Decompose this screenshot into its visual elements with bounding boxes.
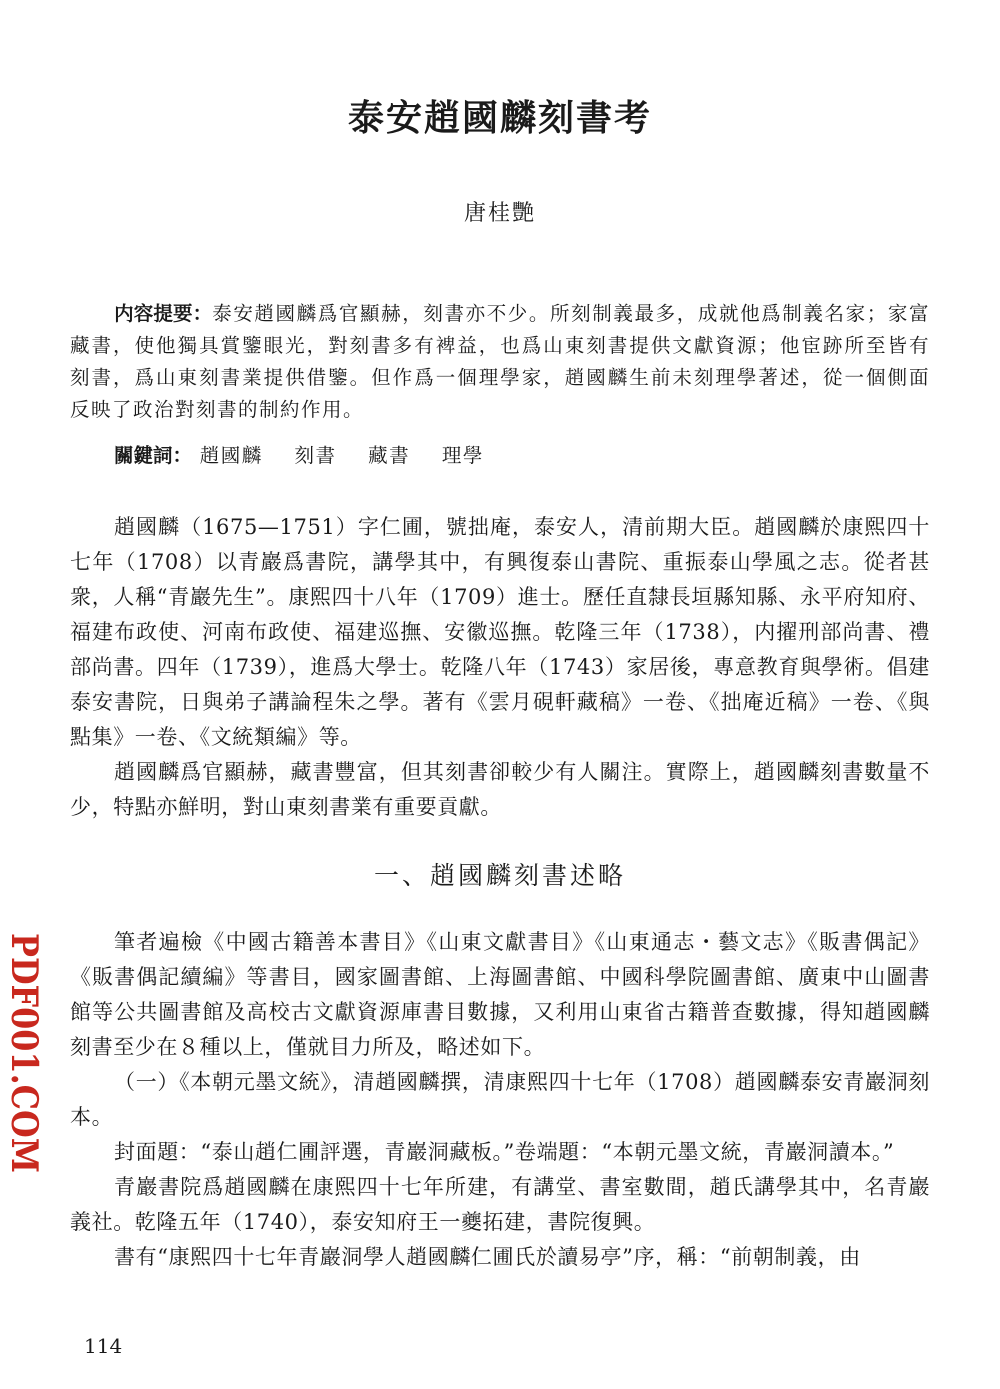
section-heading: 一、趙國麟刻書述略	[373, 861, 626, 890]
intro-section	[70, 510, 930, 825]
page-number: 114	[84, 1334, 123, 1358]
watermark	[3, 928, 46, 1205]
watermark-text: PDF001.COM	[3, 933, 45, 1205]
body-paragraph: 趙國麟（1675—1751）字仁圃，號拙庵，泰安人，清前期大臣。趙國麟於康熙四十七年（1708）以青巖爲書院，講學其中，有興復泰山書院、重振泰山學風之志。從者甚衆，人稱“青巖先生”。康熙四十八年（1709）進士。歷任直隸長垣縣知縣、永平府知府、福建布政使、河南布政使、福建巡撫、安徽巡撫。乾隆三年（1738），内擢刑部尚書、禮部尚書。四年（1739），進爲大學士。乾隆八年（1743）家居後，專意教育與學術。倡建泰安書院，日與弟子講論程朱之學。著有《雲月硯軒藏稿》一卷、《拙庵近稿》一卷、《與點集》一卷、《文統類編》等。	[70, 515, 930, 749]
keyword: 藏書	[368, 444, 411, 467]
watermark-graphic	[3, 928, 46, 1205]
abstract-label: 内容提要：	[114, 302, 213, 325]
author-name: 唐桂艷	[463, 201, 536, 226]
keyword: 刻書	[294, 444, 337, 467]
keywords-label: 關鍵詞：	[114, 444, 193, 467]
keyword: 趙國麟	[199, 444, 263, 467]
body-paragraph: 封面題：“泰山趙仁圃評選，青巖洞藏板。”卷端題：“本朝元墨文統，青巖洞讀本。”	[114, 1140, 895, 1164]
abstract	[70, 298, 930, 426]
body-paragraph: 書有“康熙四十七年青巖洞學人趙國麟仁圃氏於讀易亭”序，稱：“前朝制義，由	[114, 1245, 861, 1269]
abstract-text: 泰安趙國麟爲官顯赫，刻書亦不少。所刻制義最多，成就他爲制義名家；家富藏書，使他獨具賞鑒眼光，對刻書多有裨益，也爲山東刻書提供文獻資源；他宦跡所至皆有刻書，爲山東刻書業提供借鑒。但作爲一個理學家，趙國麟生前未刻理學著述，從一個側面反映了政治對刻書的制約作用。	[70, 302, 930, 421]
body-paragraph: （一）《本朝元墨文統》，清趙國麟撰，清康熙四十七年（1708）趙國麟泰安青巖洞刻本。	[70, 1070, 930, 1129]
keyword: 理學	[441, 444, 484, 467]
section-body	[70, 925, 930, 1275]
body-paragraph: 趙國麟爲官顯赫，藏書豐富，但其刻書卻較少有人關注。實際上，趙國麟刻書數量不少，特點亦鮮明，對山東刻書業有重要貢獻。	[70, 760, 930, 819]
body-paragraph: 筆者遍檢《中國古籍善本書目》《山東文獻書目》《山東通志・藝文志》《販書偶記》《販書偶記續編》等書目，國家圖書館、上海圖書館、中國科學院圖書館、廣東中山圖書館等公共圖書館及高校古文獻資源庫書目數據，又利用山東省古籍普查數據，得知趙國麟刻書至少在８種以上，僅就目力所及，略述如下。	[70, 930, 930, 1059]
keywords	[114, 440, 930, 472]
paper-title: 泰安趙國麟刻書考	[347, 97, 652, 139]
body-paragraph: 青巖書院爲趙國麟在康熙四十七年所建，有講堂、書室數間，趙氏講學其中，名青巖義社。乾隆五年（1740），泰安知府王一夔拓建，書院復興。	[70, 1175, 930, 1234]
